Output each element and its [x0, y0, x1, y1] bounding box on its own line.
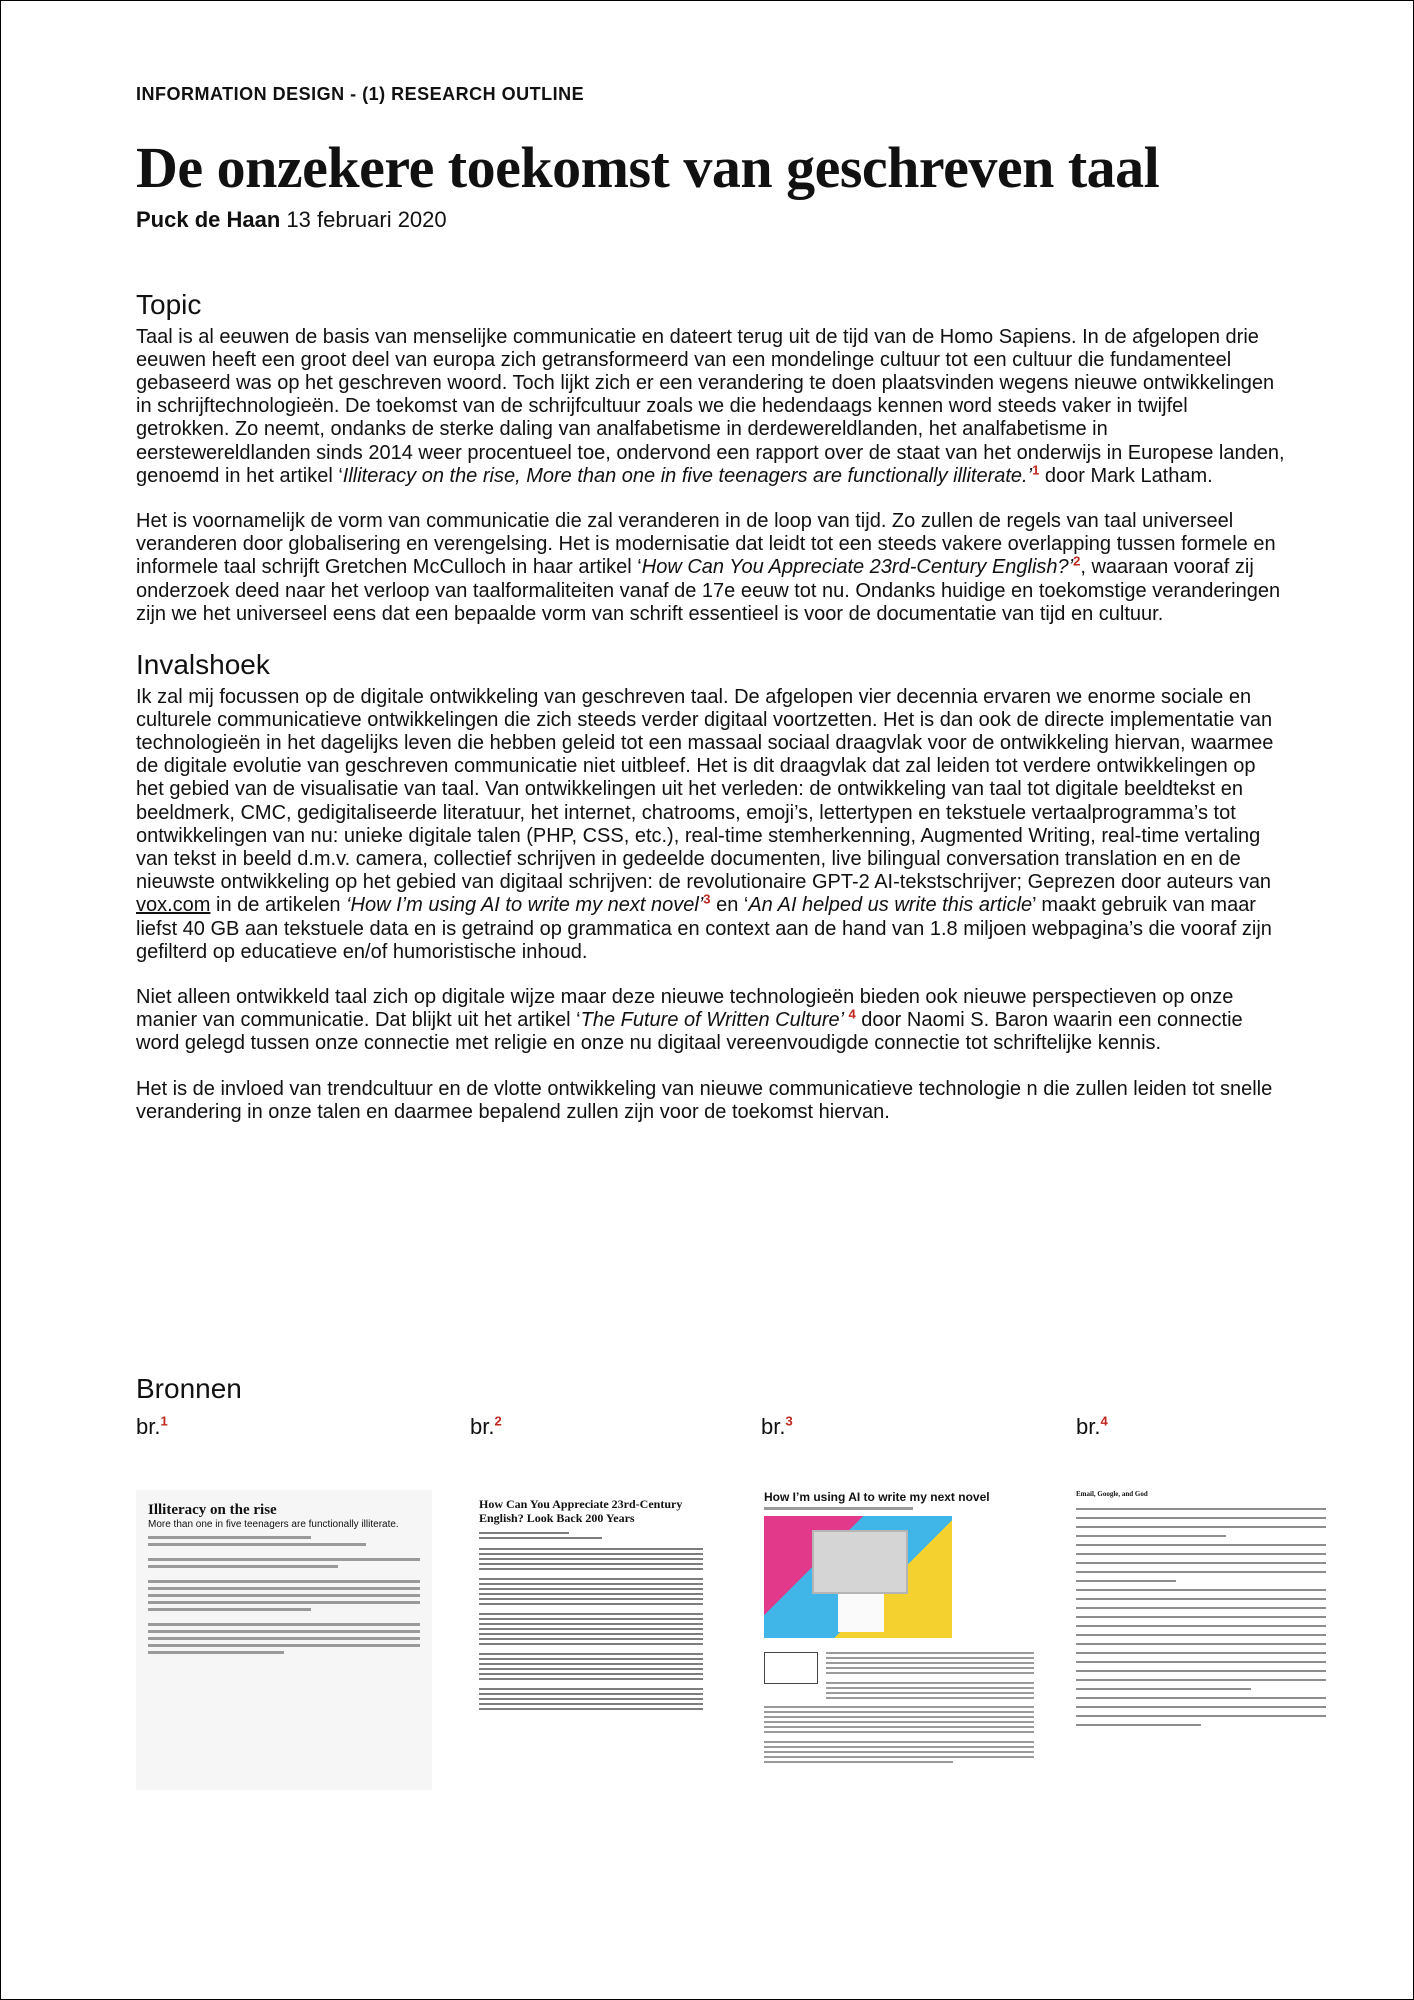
section-invalshoek — [136, 648, 1286, 1124]
footnote-ref: 4 — [848, 1006, 856, 1022]
text-run: Het is voornamelijk de vorm van communicatie die zal veranderen in de loop van tijd. Zo zullen de regels van taal universeel veranderen door globalisering en verengelsing. Het is modernisatie dat leidt tot een steeds vakere overlapping tussen formele en informele taal schrijft Gretchen McCulloch in haar artikel ‘ — [136, 510, 1276, 579]
text-run: Niet alleen ontwikkeld taal zich op digitale wijze maar deze nieuwe technologieën bieden ook nieuwe perspectieven op onze manier van communicatie. Dat blijkt uit het artikel ‘ — [136, 986, 1234, 1032]
source-label-text: br. — [1076, 1413, 1101, 1439]
source-label-text: br. — [470, 1413, 495, 1439]
vox-link[interactable]: vox.com — [136, 894, 211, 917]
text-run: Ik zal mij focussen op de digitale ontwikkeling van geschreven taal. De afgelopen vier decennia ervaren we enorme sociale en culturele communicatieve ontwikkelingen die zich steeds verder digitaal voortzetten. Het is dan ook de directe implementatie van technologieën in het dagelijks leven die hebben geleid tot een massaal sociaal draagvlak voor de ontwikkeling hiervan, waarmee de digitale evolutie van geschreven communicatie niet uitbleef. Het is dit draagvlak dat zal leiden tot verdere ontwikkelingen op het gebied van de visualisatie van taal. Van ontwikkelingen uit het verleden: de ontwikkeling van taal tot digitale beeldtekst en beeldmerk, CMC, gedigitaliseerde literatuur, het internet, chatrooms, emoji’s, lettertypen en tekstuele vertaalprogramma’s tot ontwikkelingen van nu: unieke digitale talen (PHP, CSS, etc.), real-time stemherkenning, Augmented Writing, real-time vertaling van tekst in beeld d.m.v. camera, collectief schrijven in gedeelde documenten, live bilingual conversation translation en en de nieuwste ontwikkeling op het gebied van digitaal schrijven: de revolutionaire GPT-2 AI-tekstschrijver; Geprezen door auteurs van — [136, 685, 1274, 894]
text-run: door Naomi S. Baron waarin een connectie word gelegd tussen onze connectie met religie en onze nu digitaal vereenvoudigde connectie tot schriftelijke kennis. — [136, 1009, 1243, 1055]
article-title: The Future of Written Culture — [580, 1009, 840, 1032]
article-title: An AI helped us write this article — [748, 894, 1033, 917]
byline — [136, 207, 447, 233]
paragraph: Het is de invloed van trendcultuur en de vlotte ontwikkeling van nieuwe communicatieve technologie n die zullen leiden tot snelle verandering in onze talen en daarmee bepalend zullen zijn voor de toekomst hiervan. — [136, 1077, 1273, 1123]
text-run: in de artikelen — [210, 894, 347, 917]
footnote-ref: 3 — [785, 1413, 793, 1429]
footnote-ref: 2 — [494, 1413, 502, 1429]
paragraph — [136, 326, 1286, 488]
author-name: Puck de Haan — [136, 207, 281, 232]
source-label-1 — [136, 1414, 168, 1440]
source-labels — [136, 1414, 1286, 1454]
text-run: , waaraan vooraf zij onderzoek deed naar het verloop van taalformaliteiten vanaf de 17e eeuw tot nu. Ondanks huidige en toekomstige veranderingen zijn we het universeel eens dat een bepaalde vorm van schrift essentieel is voor de documentatie van tijd en cultuur. — [136, 556, 1281, 625]
text-run: ’ maakt gebruik van maar liefst 40 GB aan tekstuele data en is getraind op grammatica en context aan de hand van 1.8 miljoen webpagina’s die vooraf zijn gefilterd op educatieve en/of humoristische inhoud. — [136, 894, 1272, 963]
thumbnail-title: Email, Google, and God — [1076, 1490, 1148, 1498]
source-label-4 — [1076, 1414, 1108, 1440]
course-label: INFORMATION DESIGN - (1) RESEARCH OUTLINE — [136, 84, 585, 104]
publication-date: 13 februari 2020 — [286, 207, 447, 232]
section-heading-bronnen: Bronnen — [136, 1373, 242, 1404]
source-thumbnail-3 — [764, 1490, 1034, 1810]
document-title: De onzekere toekomst van geschreven taal — [136, 135, 1160, 200]
article-title: ‘How I’m using AI to write my next novel’ — [346, 894, 704, 917]
section-bronnen — [136, 1372, 1286, 1454]
source-label-2 — [470, 1414, 502, 1440]
source-thumbnail-2 — [471, 1490, 711, 1830]
thumbnail-text-lines — [764, 1652, 1034, 1702]
section-heading-topic: Topic — [136, 289, 202, 320]
thumbnail-text-lines — [1076, 1508, 1326, 1726]
future-perfect-logo — [764, 1652, 818, 1684]
thumbnail-text-lines — [479, 1532, 703, 1710]
article-title: Illiteracy on the rise, More than one in five teenagers are functionally illiterate. — [342, 464, 1028, 487]
text-run: en ‘ — [710, 894, 749, 917]
paragraph — [136, 986, 1286, 1056]
thumbnail-title: Illiteracy on the rise — [148, 1502, 277, 1518]
laptop-photo — [764, 1516, 952, 1638]
text-run: ’ — [1068, 556, 1074, 579]
paragraph — [136, 686, 1286, 964]
footnote-ref: 3 — [703, 891, 711, 907]
section-heading-invalshoek: Invalshoek — [136, 649, 270, 681]
text-run: ’ — [839, 1009, 849, 1032]
section-topic — [136, 288, 1286, 626]
thumbnail-title: How I’m using AI to write my next novel — [764, 1490, 990, 1504]
thumbnail-text-lines — [148, 1536, 420, 1654]
text-run: door Mark Latham. — [1039, 464, 1213, 487]
footnote-ref: 2 — [1073, 553, 1081, 569]
paragraph — [136, 510, 1286, 626]
text-run: Taal is al eeuwen de basis van menselijke communicatie en dateert terug uit de tijd van de Homo Sapiens. In de afgelopen drie eeuwen heeft een groot deel van europa zich getransformeerd van een mondelinge cultuur tot een cultuur die fundamenteel gebaseerd was op het geschreven woord. Toch lijkt zich er een verandering te doen plaatsvinden wegens nieuwe ontwikkelingen in schrijftechnologieën. De toekomst van de schrijfcultuur zoals we die hedendaags kennen word steeds vaker in twijfel getrokken. Zo neemt, ondanks de sterke daling van analfabetisme in derdewereldlanden, het analfabetisme in eerstewereldlanden sinds 2014 weer procentueel toe, ondervond een rapport over de staat van het onderwijs in Europese landen, genoemd in het artikel ‘ — [136, 325, 1285, 487]
article-title: How Can You Appreciate 23rd-Century English? — [641, 556, 1069, 579]
source-label-text: br. — [136, 1413, 161, 1439]
footnote-ref: 4 — [1100, 1413, 1108, 1429]
source-thumbnail-1 — [136, 1490, 432, 1790]
thumbnail-subtitle: More than one in five teenagers are functionally illiterate. — [148, 1519, 399, 1530]
footnote-ref: 1 — [160, 1413, 168, 1429]
thumbnail-title: How Can You Appreciate 23rd-Century English? Look Back 200 Years — [479, 1497, 683, 1525]
source-thumbnail-4 — [1076, 1490, 1326, 1790]
source-label-text: br. — [761, 1413, 786, 1439]
footnote-ref: 1 — [1032, 462, 1040, 478]
source-label-3 — [761, 1414, 793, 1440]
main-content — [136, 288, 1286, 1146]
text-run: ’ — [1027, 464, 1033, 487]
